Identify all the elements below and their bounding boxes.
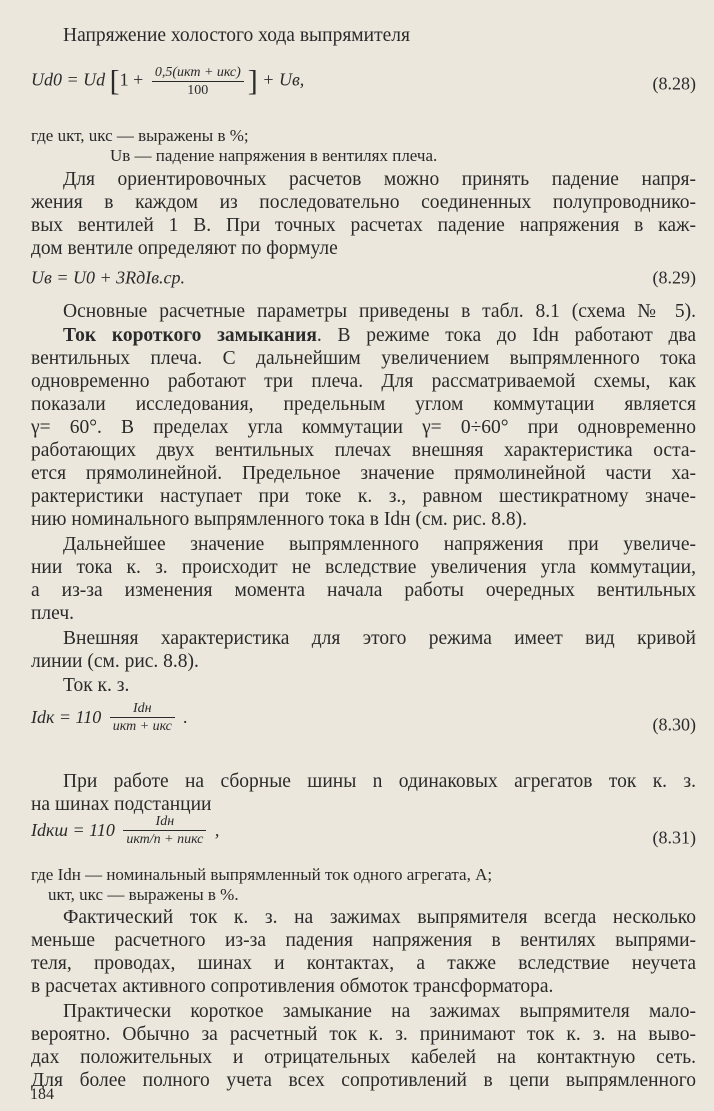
text-line: где uкт, uкс — выражены в %; xyxy=(31,126,249,145)
text-line: ется прямолинейной. Предельное значение прямолинейной части ха- xyxy=(31,463,696,484)
text-line: жения в каждом из последовательно соединенных полупроводнико- xyxy=(31,192,696,213)
text-line: плеч. xyxy=(31,603,75,624)
text-line: меньше расчетного из-за падения напряжения в вентилях выпрями- xyxy=(31,930,696,951)
equation-tail: , xyxy=(214,820,220,840)
equation-number: (8.30) xyxy=(652,714,696,735)
bracket-close: ] xyxy=(247,64,258,98)
fraction xyxy=(152,64,244,99)
text-line: Для более полного учета всех сопротивлений в цепи выпрямленного xyxy=(31,1070,696,1091)
equation-number: (8.28) xyxy=(652,73,696,94)
equation-body: Uв = U0 + 3RдIв.ср. xyxy=(31,267,186,288)
fraction-denominator: uкт + uкс xyxy=(112,719,172,734)
text-line: вых вентилей 1 В. При точных расчетах падение напряжения в каж- xyxy=(31,215,696,236)
text-line: Дальнейшее значение выпрямленного напряжения при увеличе- xyxy=(63,534,696,555)
equation-lhs: Idк = 110 xyxy=(31,707,102,727)
text-line: на шинах подстанции xyxy=(31,794,212,815)
text-line: работающих двух вентильных плечах внешняя характеристика оста- xyxy=(31,440,696,461)
bracket-open: [ xyxy=(109,64,120,98)
text-run: . В режиме тока до Idн работают два xyxy=(316,325,697,346)
fraction-denominator: 100 xyxy=(187,83,209,98)
equation-number: (8.29) xyxy=(652,267,696,288)
fraction xyxy=(110,700,175,735)
text-line: Фактический ток к. з. на зажимах выпрямителя всегда несколько xyxy=(63,907,696,928)
text-line: дах положительных и отрицательных кабелей на контактную сеть. xyxy=(31,1047,696,1068)
equation-number: (8.31) xyxy=(652,827,696,848)
text-line: Напряжение холостого хода выпрямителя xyxy=(63,25,410,46)
fraction-denominator: uкт/n + nuкс xyxy=(126,832,204,847)
text-line: дом вентиле определяют по формуле xyxy=(31,238,338,259)
fraction-numerator: Idн xyxy=(110,700,175,718)
equation-lhs: Idкш = 110 xyxy=(31,820,115,840)
text-line: Ток к. з. xyxy=(63,675,130,696)
equation-term: 1 + xyxy=(119,69,144,90)
text-line: рактеристики наступает при токе к. з., равном шестикратному значе- xyxy=(31,486,696,507)
text-line: теля, проводах, шинах и контактах, а также вследствие неучета xyxy=(31,953,696,974)
text-line: Внешняя характеристика для этого режима имеет вид кривой xyxy=(63,628,696,649)
text-line: нии тока к. з. происходит не вследствие увеличения угла коммутации, xyxy=(31,557,696,578)
equation-8-31 xyxy=(31,813,696,863)
text-line xyxy=(63,324,696,348)
fraction-numerator: Idн xyxy=(123,813,206,831)
equation-8-30 xyxy=(31,700,696,750)
text-line: нию номинального выпрямленного тока в Idн (см. рис. 8.8). xyxy=(31,509,527,530)
equation-tail: + Uв, xyxy=(262,69,305,90)
text-line: где Idн — номинальный выпрямленный ток одного агрегата, А; xyxy=(31,865,493,884)
fraction xyxy=(123,813,206,848)
text-line: а из-за изменения момента начала работы очередных вентильных xyxy=(31,580,696,601)
text-line: вероятно. Обычно за расчетный ток к. з. принимают ток к. з. на выво- xyxy=(31,1024,696,1045)
text-line: uкт, uкс — выражены в %. xyxy=(48,885,239,904)
text-line: Uв — падение напряжения в вентилях плеча. xyxy=(110,146,438,165)
equation-8-29 xyxy=(31,258,696,298)
equation-lhs: Ud0 = Ud xyxy=(31,69,106,90)
text-line: Основные расчетные параметры приведены в табл. 8.1 (схема № 5). xyxy=(63,301,696,322)
equation-tail: . xyxy=(183,707,188,727)
text-line: При работе на сборные шины n одинаковых агрегатов ток к. з. xyxy=(63,771,696,792)
page-number: 184 xyxy=(30,1086,54,1103)
fraction-numerator: 0,5(uкт + uкс) xyxy=(152,64,244,82)
text-line: γ= 60°. В пределах угла коммутации γ= 0÷60° при одновременно xyxy=(31,417,696,438)
text-line: показали исследования, предельным углом коммутации является xyxy=(31,394,696,415)
equation-8-28 xyxy=(31,64,696,104)
text-line: линии (см. рис. 8.8). xyxy=(31,651,199,672)
text-line: вентильных плеча. С дальнейшим увеличением выпрямленного тока xyxy=(31,348,696,369)
text-line: Для ориентировочных расчетов можно принять падение напря- xyxy=(63,169,696,190)
text-line: в расчетах активного сопротивления обмоток трансформатора. xyxy=(31,976,554,997)
text-line: Практически короткое замыкание на зажимах выпрямителя мало- xyxy=(63,1001,696,1022)
text-line: одновременно работают три плеча. Для рассматриваемой схемы, как xyxy=(31,371,696,392)
bold-heading: Ток короткого замыкания xyxy=(63,325,317,346)
